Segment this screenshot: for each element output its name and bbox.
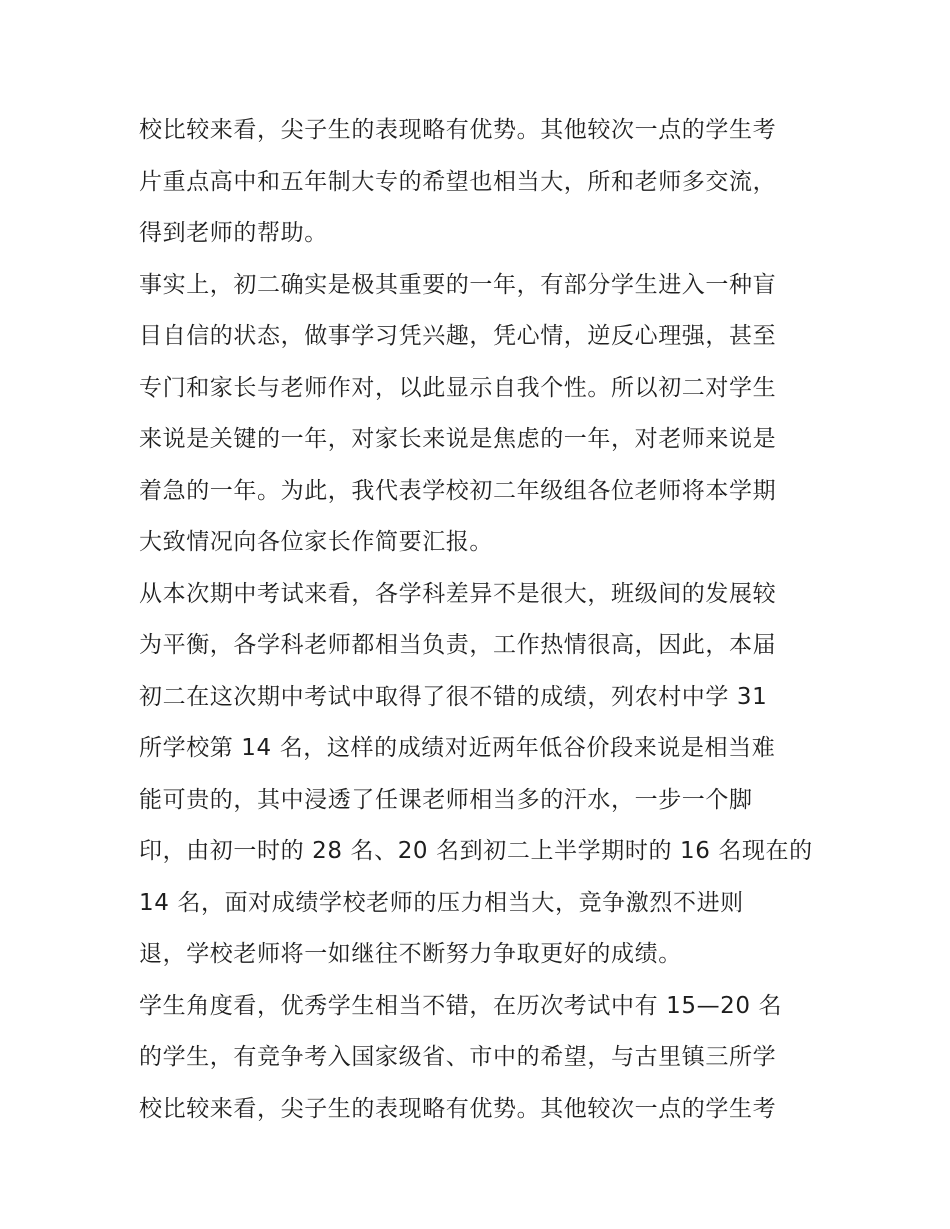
text-line-18: 学生角度看，优秀学生相当不错，在历次考试中有 15—20 名 [139, 992, 783, 1019]
text-line-5: 目自信的状态，做事学习凭兴趣，凭心情，逆反心理强，甚至 [139, 323, 777, 349]
text-line-3: 得到老师的帮助。 [139, 220, 328, 246]
text-line-14: 能可贵的，其中浸透了任课老师相当多的汗水，一步一个脚 [139, 786, 753, 813]
text-line-10: 从本次期中考试来看，各学科差异不是很大，班级间的发展较 [139, 580, 777, 607]
text-line-13: 所学校第 14 名，这样的成绩对近两年低谷价段来说是相当难 [139, 735, 776, 761]
text-line-17: 退，学校老师将一如继往不断努力争取更好的成绩。 [139, 941, 682, 967]
text-line-12: 初二在这次期中考试中取得了很不错的成绩，列农村中学 31 [139, 683, 768, 710]
text-line-6: 专门和家长与老师作对，以此显示自我个性。所以初二对学生 [139, 374, 777, 401]
text-line-4: 事实上，初二确实是极其重要的一年，有部分学生进入一种盲 [139, 271, 777, 298]
text-line-19: 的学生，有竞争考入国家级省、市中的希望，与古里镇三所学 [139, 1044, 777, 1070]
text-line-2: 片重点高中和五年制大专的希望也相当大，所和老师多交流， [139, 168, 777, 195]
text-line-8: 着急的一年。为此，我代表学校初二年级组各位老师将本学期 [139, 477, 777, 504]
text-line-16: 14 名，面对成绩学校老师的压力相当大，竞争激烈不进则 [139, 889, 744, 916]
text-line-9: 大致情况向各位家长作简要汇报。 [139, 529, 493, 555]
text-line-11: 为平衡，各学科老师都相当负责，工作热情很高，因此，本届 [139, 632, 777, 658]
text-line-20: 校比较来看，尖子生的表现略有优势。其他较次一点的学生考 [139, 1095, 777, 1122]
text-line-7: 来说是关键的一年，对家长来说是焦虑的一年，对老师来说是 [139, 426, 777, 452]
text-line-15: 印，由初一时的 28 名、20 名到初二上半学期时的 16 名现在的 [139, 838, 813, 864]
document-body [139, 105, 839, 1135]
text-line-1: 校比较来看，尖子生的表现略有优势。其他较次一点的学生考 [139, 117, 777, 143]
